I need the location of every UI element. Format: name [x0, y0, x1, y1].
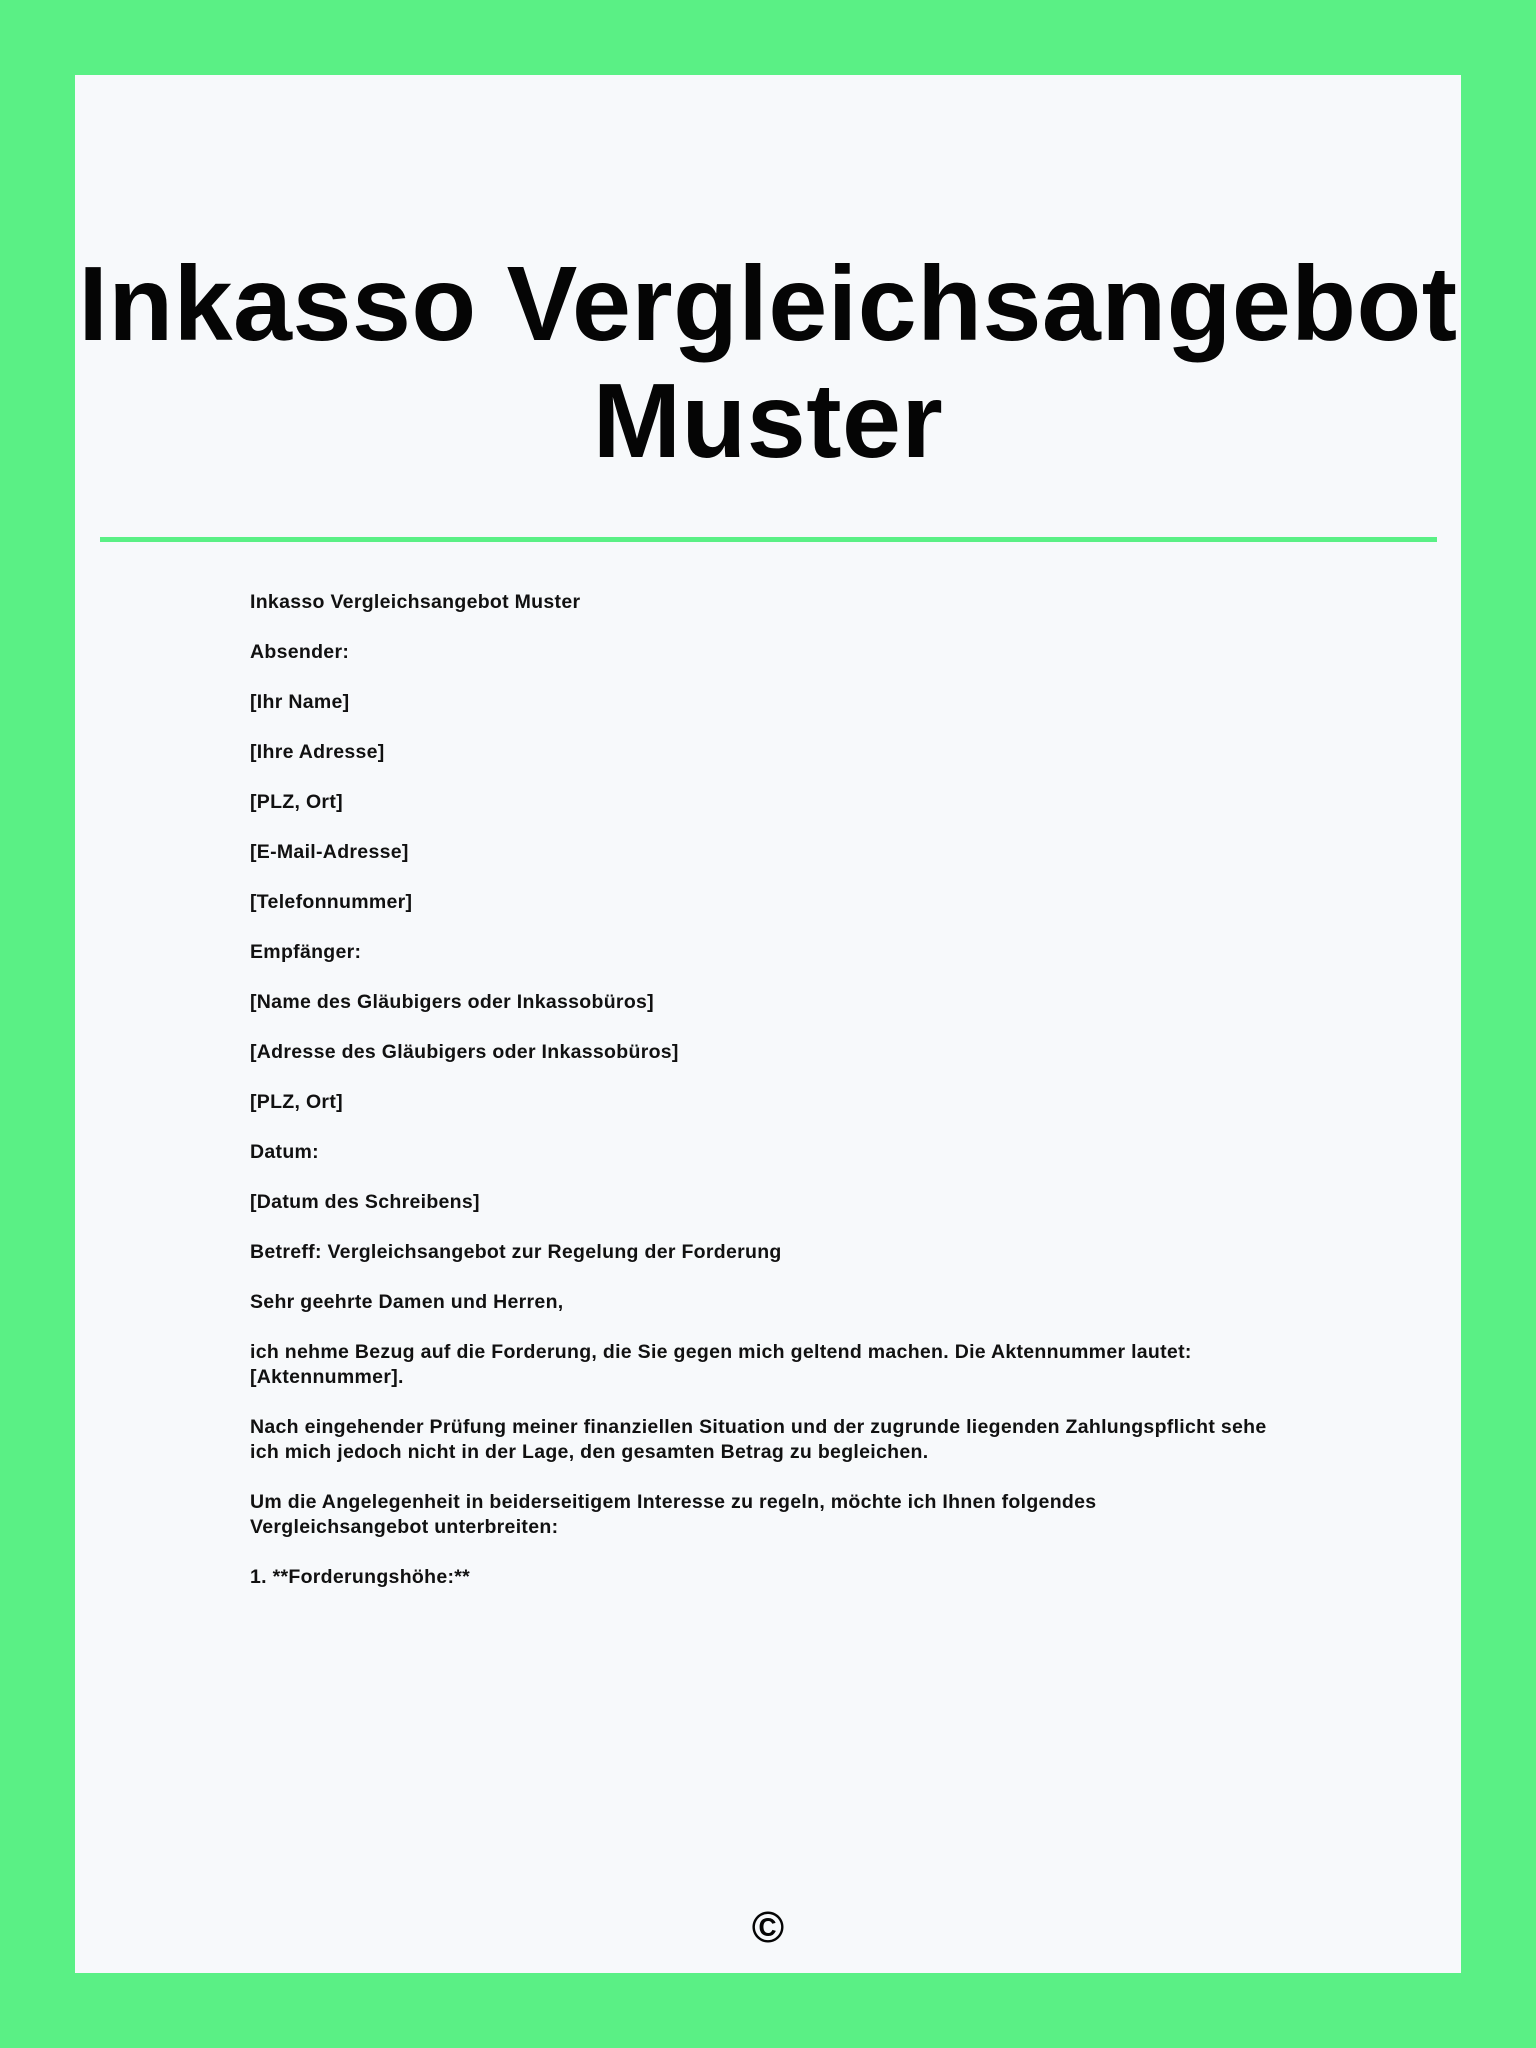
recipient-name: [Name des Gläubigers oder Inkassobüros]	[250, 991, 654, 1013]
sender-address: [Ihre Adresse]	[250, 741, 385, 763]
paragraph-reference: ich nehme Bezug auf die Forderung, die Sie gegen mich geltend machen. Die Aktennummer lautet: [Aktennummer].	[250, 1341, 1192, 1388]
letter-heading: Inkasso Vergleichsangebot Muster	[250, 591, 581, 613]
sender-city: [PLZ, Ort]	[250, 791, 343, 813]
title-line-1: Inkasso Vergleichsangebot	[78, 245, 1458, 363]
sender-name: [Ihr Name]	[250, 691, 350, 713]
title-divider	[100, 537, 1437, 542]
date-label: Datum:	[250, 1141, 319, 1163]
list-item-forderungshoehe: 1. **Forderungshöhe:**	[250, 1566, 471, 1588]
document-title	[0, 246, 1536, 480]
recipient-label: Empfänger:	[250, 941, 362, 963]
copyright-icon: ©	[751, 1903, 785, 1952]
recipient-city: [PLZ, Ort]	[250, 1091, 343, 1113]
paragraph-situation: Nach eingehender Prüfung meiner finanziellen Situation und der zugrunde liegenden Zahlungspflicht sehe ich mich jedoch nicht in der Lage, den gesamten Betrag zu begleichen.	[250, 1416, 1267, 1463]
letter-body	[250, 590, 1280, 1615]
sender-label: Absender:	[250, 641, 350, 663]
sender-email: [E-Mail-Adresse]	[250, 841, 409, 863]
subject-line: Betreff: Vergleichsangebot zur Regelung der Forderung	[250, 1241, 782, 1263]
sender-phone: [Telefonnummer]	[250, 891, 413, 913]
salutation: Sehr geehrte Damen und Herren,	[250, 1291, 564, 1313]
paragraph-offer: Um die Angelegenheit in beiderseitigem Interesse zu regeln, möchte ich Ihnen folgendes Vergleichsangebot unterbreiten:	[250, 1491, 1097, 1538]
title-line-2: Muster	[592, 362, 944, 480]
recipient-address: [Adresse des Gläubigers oder Inkassobüros]	[250, 1041, 679, 1063]
date-value: [Datum des Schreibens]	[250, 1191, 480, 1213]
